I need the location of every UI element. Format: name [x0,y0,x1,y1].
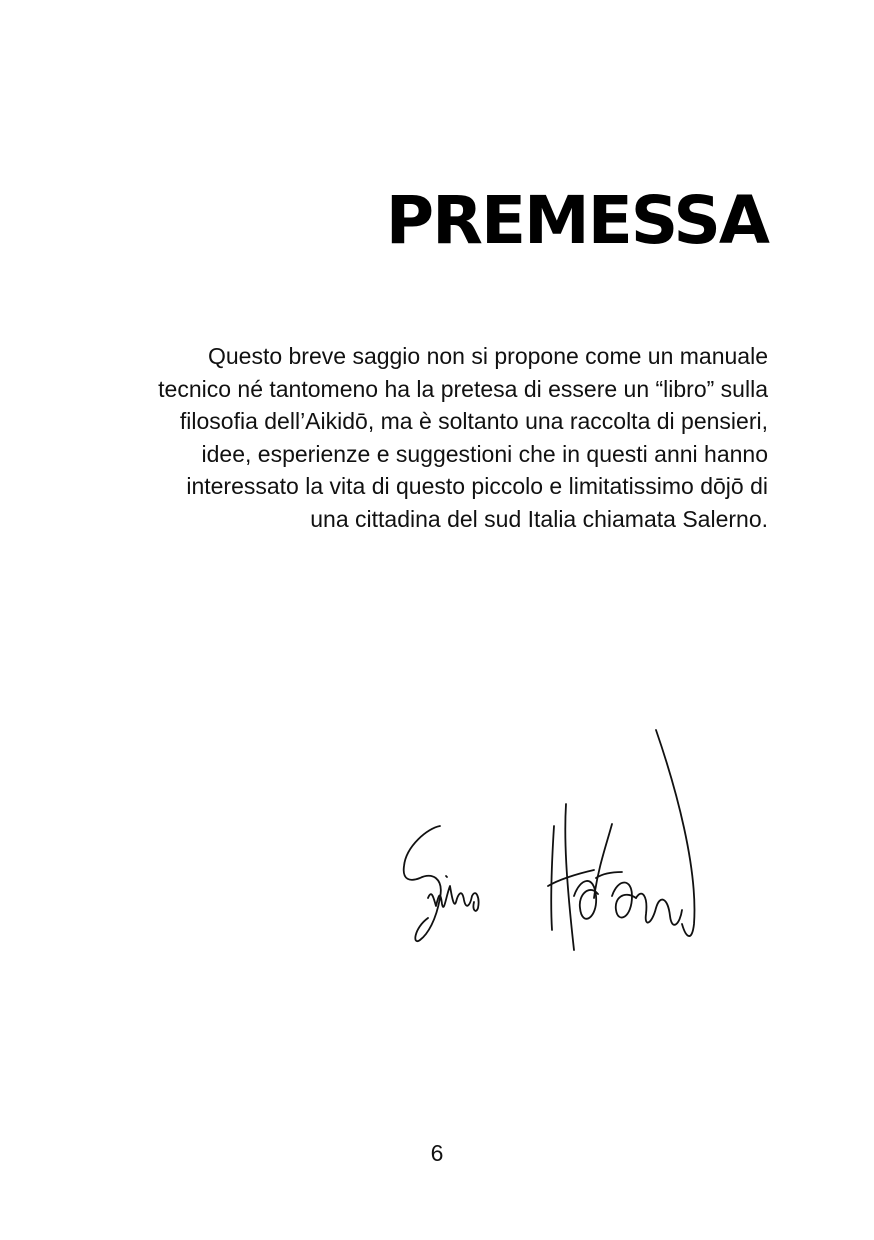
paragraph-line: interessato la vita di questo piccolo e limitatissimo dōjō di [186,473,768,499]
paragraph-line: una cittadina del sud Italia chiamata Salerno. [310,505,768,532]
page-number: 6 [430,1140,444,1166]
handwritten-signature [398,728,708,958]
paragraph-line: Questo breve saggio non si propone come un manuale [207,343,768,369]
paragraph-line: filosofia dell’Aikidō, ma è soltanto una raccolta di pensieri, [179,408,768,434]
preface-paragraph [88,340,768,535]
paragraph-line: tecnico né tantomeno ha la pretesa di essere un “libro” sulla [158,375,768,402]
page-title: PREMESSA [385,182,768,259]
paragraph-line: idee, esperienze e suggestioni che in questi anni hanno [201,440,768,467]
